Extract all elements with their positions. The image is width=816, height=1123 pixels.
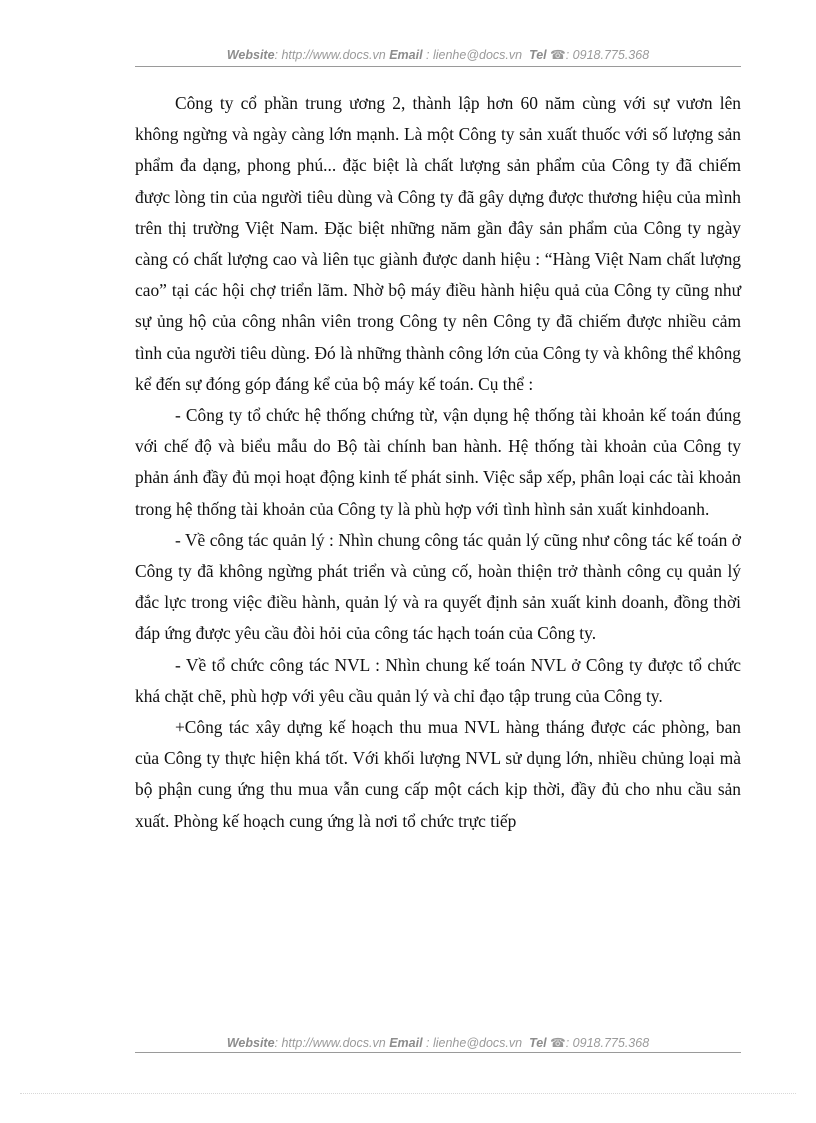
page-footer	[135, 1035, 741, 1050]
page-header	[135, 47, 741, 62]
paragraph: Công ty cổ phần trung ương 2, thành lập hơn 60 năm cùng với sự vươn lên không ngừng và ngày càng lớn mạnh. Là một Công ty sản xuất thuốc với số lượng sản phẩm đa dạng, phong phú... đặc biệt là chất lượng sản phẩm của Công ty đã chiếm được lòng tin của người tiêu dùng và Công ty đã gây dựng được thương hiệu của mình trên thị trường Việt Nam. Đặc biệt những năm gần đây sản phẩm của Công ty ngày càng có chất lượng cao và liên tục giành được danh hiệu : “Hàng Việt Nam chất lượng cao” tại các hội chợ triển lãm. Nhờ bộ máy điều hành hiệu quả của Công ty cũng như sự ủng hộ của công nhân viên trong Công ty nên Công ty đã chiếm được nhiều cảm tình của người tiêu dùng. Đó là những thành công lớn của Công ty và không thể không kể đến sự đóng góp đáng kể của bộ máy kế toán. Cụ thể :	[135, 93, 741, 394]
website-label: Website	[226, 1036, 275, 1050]
paragraph: - Về tổ chức công tác NVL : Nhìn chung kế toán NVL ở Công ty được tổ chức khá chặt chẽ, phù hợp với yêu cầu quản lý và chỉ đạo tập trung của Công ty.	[135, 654, 741, 706]
page-edge-divider	[20, 1093, 796, 1094]
website-label: Website	[226, 48, 275, 62]
email-value: : lienhe@docs.vn	[426, 1036, 523, 1050]
email-label: Email	[389, 1036, 423, 1050]
phone-icon: ☎	[550, 48, 566, 62]
paragraph: - Về công tác quản lý : Nhìn chung công tác quản lý cũng như công tác kế toán ở Công ty đã không ngừng phát triển và củng cố, hoàn thiện trở thành công cụ quản lý đắc lực trong việc điều hành, quản lý và ra quyết định sản xuất kinh doanh, đồng thời đáp ứng được yêu cầu đòi hỏi của công tác hạch toán của Công ty.	[135, 529, 741, 644]
email-value: : lienhe@docs.vn	[426, 48, 523, 62]
paragraph: - Công ty tổ chức hệ thống chứng từ, vận dụng hệ thống tài khoản kế toán đúng với chế độ và biểu mẫu do Bộ tài chính ban hành. Hệ thống tài khoản của Công ty phản ánh đầy đủ mọi hoạt động kinh tế phát sinh. Việc sắp xếp, phân loại các tài khoản trong hệ thống tài khoản của Công ty là phù hợp với tình hình sản xuất kinhdoanh.	[135, 405, 741, 519]
footer-divider	[135, 1052, 741, 1053]
document-body	[135, 88, 741, 837]
paragraph: +Công tác xây dựng kế hoạch thu mua NVL hàng tháng được các phòng, ban của Công ty thực hiện khá tốt. Với khối lượng NVL sử dụng lớn, nhiều chủng loại mà bộ phận cung ứng thu mua vẫn cung cấp một cách kịp thời, đầy đủ cho nhu cầu sản xuất. Phòng kế hoạch cung ứng là nơi tổ chức trực tiếp	[135, 717, 741, 831]
tel-label: Tel	[529, 48, 547, 62]
header-divider	[135, 66, 741, 67]
phone-icon: ☎	[550, 1036, 566, 1050]
tel-value: : 0918.775.368	[565, 1036, 650, 1050]
tel-label: Tel	[529, 1036, 547, 1050]
website-value: : http://www.docs.vn	[274, 1036, 386, 1050]
email-label: Email	[389, 48, 423, 62]
tel-value: : 0918.775.368	[565, 48, 650, 62]
website-value: : http://www.docs.vn	[274, 48, 386, 62]
